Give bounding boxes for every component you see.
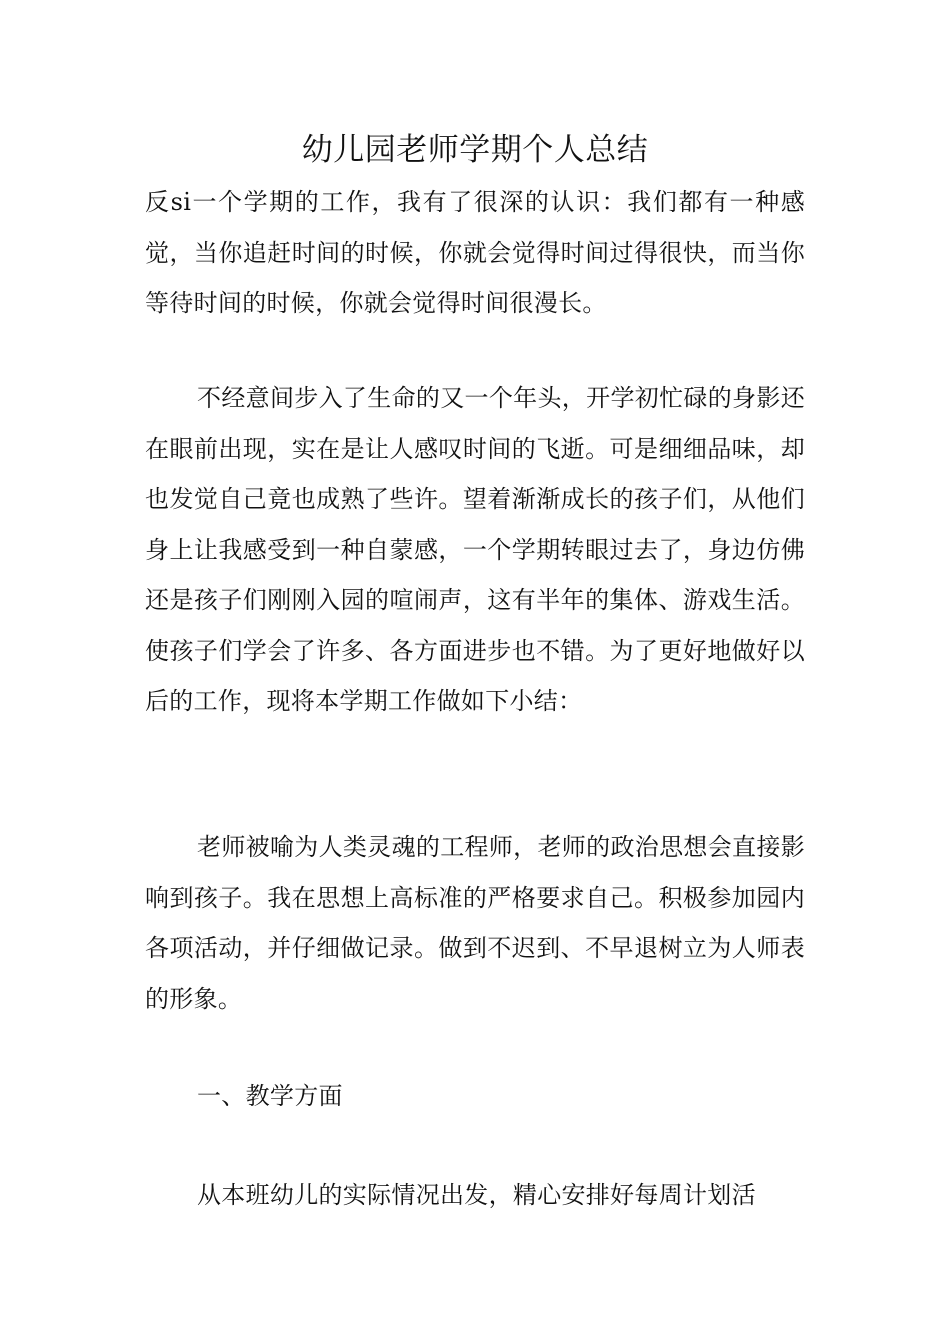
ideology-paragraph: 老师被喻为人类灵魂的工程师，老师的政治思想会直接影响到孩子。我在思想上高标准的严格要求自己。积极参加园内各项活动，并仔细做记录。做到不迟到、不早退树立为人师表的形象。 bbox=[145, 833, 805, 1013]
intro-paragraph: 反si一个学期的工作，我有了很深的认识：我们都有一种感觉，当你追赶时间的时候，你就会觉得时间过得很快，而当你等待时间的时候，你就会觉得时间很漫长。 bbox=[145, 188, 805, 317]
reflection-paragraph: 不经意间步入了生命的又一个年头，开学初忙碌的身影还在眼前出现，实在是让人感叹时间的飞逝。可是细细品味，却也发觉自己竟也成熟了些许。望着渐渐成长的孩子们，从他们身上让我感受到一种自蒙感，一个学期转眼过去了，身边仿佛还是孩子们刚刚入园的喧闹声，这有半年的集体、游戏生活。使孩子们学会了许多、各方面进步也不错。为了更好地做好以后的工作，现将本学期工作做如下小结： bbox=[145, 384, 805, 715]
section-heading-teaching: 一、教学方面 bbox=[197, 1082, 343, 1110]
teaching-paragraph: 从本班幼儿的实际情况出发，精心安排好每周计划活 bbox=[197, 1181, 756, 1209]
document-title: 幼儿园老师学期个人总结 bbox=[301, 132, 649, 168]
